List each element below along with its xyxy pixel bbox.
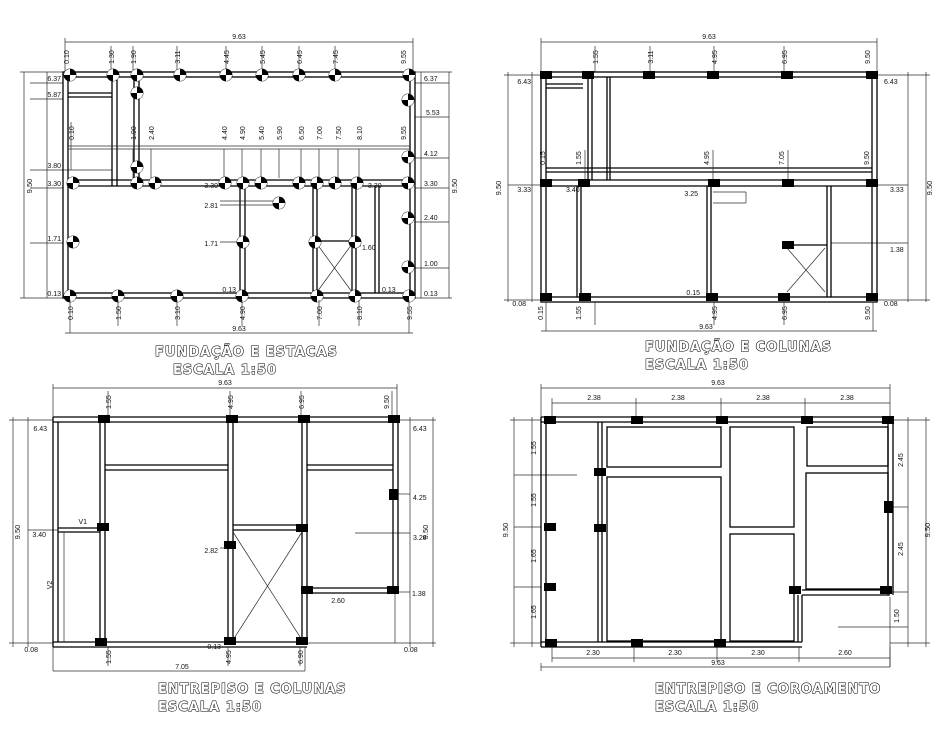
dim-label: 3.25 (684, 191, 698, 198)
dim-label: 4.95 (226, 650, 233, 664)
dim-label: 2.30 (751, 650, 765, 657)
plan-entrepiso-coroamento (501, 380, 932, 715)
dim-label: 7.05 (779, 151, 786, 165)
dim-label: 2.40 (149, 126, 156, 140)
dim-label: 3.30 (204, 183, 218, 190)
dim-label: 3.80 (47, 163, 61, 170)
plan1-interior-labels (204, 183, 395, 294)
plan3-scale: ESCALA 1:50 (158, 700, 263, 715)
plan3-interior-labels (47, 519, 345, 651)
dim-label: 0.08 (404, 647, 418, 654)
dim-label: 6.95 (782, 306, 789, 320)
dim-label: 9.50 (450, 178, 459, 194)
dim-label: 3.30 (368, 183, 382, 190)
dim-label: 0.15 (686, 290, 700, 297)
plan4-columns (544, 416, 894, 647)
dim-label: 1.55 (106, 395, 113, 409)
dim-label: 7.00 (317, 126, 324, 140)
dim-label: 6.90 (298, 650, 305, 664)
plan-fundacao-colunas (494, 34, 934, 373)
plan2-scale: ESCALA 1:50 (645, 358, 750, 373)
dim-label: 4.25 (413, 495, 427, 502)
dim-label: 5.90 (277, 126, 284, 140)
dim-label: 7.00 (317, 306, 324, 320)
dim-label: 0.13 (424, 291, 438, 298)
dim-label: 9.55 (401, 50, 408, 64)
dim-label: 2.82 (204, 548, 218, 555)
dim-label: 0.10 (68, 306, 75, 320)
dim-label: 5.45 (260, 50, 267, 64)
dim-label: 2.60 (331, 598, 345, 605)
dim-label: 5.87 (47, 92, 61, 99)
dim-label: 4.95 (712, 306, 719, 320)
dim-label: 0.15 (538, 306, 545, 320)
dim-label: 1.60 (362, 245, 376, 252)
dim-label: 9.50 (421, 524, 430, 540)
dim-label: 9.50 (494, 180, 503, 196)
dim-label: 9.50 (25, 178, 34, 194)
dim-label: 4.95 (704, 151, 711, 165)
dim-label: 9.63 (232, 34, 246, 41)
dim-label: 3.30 (424, 181, 438, 188)
dim-label: 2.38 (840, 395, 854, 402)
dim-label: 1.71 (47, 236, 61, 243)
dim-label: 2.45 (898, 453, 905, 467)
dim-label: 9.63 (699, 324, 713, 331)
dim-label: 4.45 (224, 50, 231, 64)
dim-label: 3.40 (32, 532, 46, 539)
dim-label: 1.30 (109, 50, 116, 64)
dim-label: 6.43 (517, 79, 531, 86)
dim-label: 1.65 (531, 549, 538, 563)
dim-label: 3.30 (47, 181, 61, 188)
dim-label: 1.50 (116, 306, 123, 320)
plan2-right-dims (831, 72, 934, 308)
dim-label: 0.10 (69, 126, 76, 140)
dim-label: 6.95 (782, 50, 789, 64)
plan1-left-dims (20, 72, 112, 298)
dim-label: 0.15 (540, 151, 547, 165)
plan1-top-dims (64, 34, 413, 72)
plan4-title: ENTREPISO E COROAMENTO (655, 682, 882, 697)
dim-label: 9.50 (384, 395, 391, 409)
dim-label: 9.50 (923, 522, 932, 538)
plan4-right-dims (890, 417, 932, 647)
plan3-top-dims (53, 380, 397, 417)
dim-label: 9.50 (865, 306, 872, 320)
dim-label: 1.55 (593, 50, 600, 64)
plan4-bottom-dims (541, 647, 890, 671)
dim-label: 9.63 (232, 326, 246, 333)
dim-label: 6.43 (884, 79, 898, 86)
plan-entrepiso-colunas (9, 380, 436, 715)
dim-label: 9.55 (401, 126, 408, 140)
dim-label: 9.55 (407, 306, 414, 320)
dim-label: 4.95 (228, 395, 235, 409)
dim-label: 2.38 (756, 395, 770, 402)
dim-label: 0.13 (207, 644, 221, 651)
beam-label: V1 (78, 519, 87, 526)
dim-label: 3.40 (566, 187, 580, 194)
dim-label: 0.08 (24, 647, 38, 654)
dim-label: 1.50 (894, 609, 901, 623)
dim-label: 9.50 (865, 50, 872, 64)
dim-label: 7.05 (175, 664, 189, 671)
dim-label: 9.63 (711, 660, 725, 667)
dim-label: 4.90 (240, 306, 247, 320)
plan-fundacao-estacas (20, 34, 459, 378)
dim-label: 1.38 (412, 591, 426, 598)
dim-label: 1.55 (576, 306, 583, 320)
dim-label: 7.45 (333, 50, 340, 64)
dim-label: 3.28 (413, 535, 427, 542)
dim-label: 7.50 (336, 126, 343, 140)
plan2-title: FUNDAÇÃO E COLUNAS (645, 340, 833, 355)
dim-label: 3.11 (648, 50, 655, 64)
dim-label: 0.08 (884, 301, 898, 308)
dim-label: 8.10 (357, 306, 364, 320)
dim-label: 9.50 (13, 524, 22, 540)
dim-label: 1.55 (106, 650, 113, 664)
plan3-bottom-dims (53, 647, 305, 671)
plan3-left-dims (9, 417, 58, 654)
dim-label: 1.71 (204, 241, 218, 248)
dim-label: 3.33 (517, 187, 531, 194)
dim-label: 4.12 (424, 151, 438, 158)
dim-label: 2.30 (668, 650, 682, 657)
dim-label: 9.50 (864, 151, 871, 165)
dim-label: 6.37 (424, 76, 438, 83)
dim-label: 2.30 (586, 650, 600, 657)
dim-label: 0.13 (382, 287, 396, 294)
dim-label: 1.65 (531, 605, 538, 619)
plan4-scale: ESCALA 1:50 (655, 700, 760, 715)
plan4-top-dims (541, 380, 890, 417)
dim-label: 6.50 (299, 126, 306, 140)
dim-label: 1.55 (576, 151, 583, 165)
dim-label: 1.90 (131, 126, 138, 140)
dim-label: 0.10 (64, 50, 71, 64)
dim-label: 1.55 (531, 441, 538, 455)
plan2-bottom-dims (538, 302, 877, 331)
dim-label: 6.45 (297, 50, 304, 64)
dim-label: 0.13 (47, 291, 61, 298)
dim-label: 8.10 (357, 126, 364, 140)
plan1-bottom-dims (65, 300, 414, 333)
dim-label: 9.63 (702, 34, 716, 41)
dim-label: 9.63 (218, 380, 232, 387)
dim-label: 6.43 (33, 426, 47, 433)
plan1-scale: ESCALA 1:50 (173, 363, 278, 378)
dim-label: 5.53 (426, 110, 440, 117)
dim-label: 0.13 (222, 287, 236, 294)
dim-label: 3.10 (175, 306, 182, 320)
dim-label: 2.40 (424, 215, 438, 222)
dim-label: 5.40 (259, 126, 266, 140)
beam-label: V2 (47, 580, 54, 590)
plan1-mid-dims (69, 122, 408, 178)
dim-label: 2.60 (838, 650, 852, 657)
dim-label: 2.45 (898, 542, 905, 556)
plan3-right-dims (355, 417, 436, 654)
dim-label: 2.38 (671, 395, 685, 402)
dim-label: 4.95 (712, 50, 719, 64)
plan1-right-dims (415, 72, 459, 298)
dim-label: 1.55 (531, 493, 538, 507)
dim-label: 9.50 (925, 180, 934, 196)
dim-label: 1.90 (131, 50, 138, 64)
dim-label: 9.50 (501, 522, 510, 538)
plan2-left-dims (494, 72, 546, 308)
dim-label: 2.81 (204, 203, 218, 210)
dim-label: 3.33 (890, 187, 904, 194)
dim-label: 4.40 (222, 126, 229, 140)
dim-label: 6.37 (47, 76, 61, 83)
plan3-title: ENTREPISO E COLUNAS (158, 682, 347, 697)
dim-label: 0.08 (512, 301, 526, 308)
plan4-left-dims (501, 417, 577, 647)
dim-label: 9.63 (711, 380, 725, 387)
plan3-walls (53, 417, 398, 647)
dim-label: 6.43 (413, 426, 427, 433)
plan4-walls (541, 417, 908, 667)
dim-label: 1.38 (890, 247, 904, 254)
plan2-top-dims (541, 34, 877, 72)
plan1-title: FUNDAÇÃO E ESTACAS (155, 345, 338, 360)
dim-label: 2.38 (587, 395, 601, 402)
dim-label: 4.90 (240, 126, 247, 140)
dim-label: 6.95 (299, 395, 306, 409)
dim-label: 1.00 (424, 261, 438, 268)
dim-label: 3.11 (175, 50, 182, 64)
